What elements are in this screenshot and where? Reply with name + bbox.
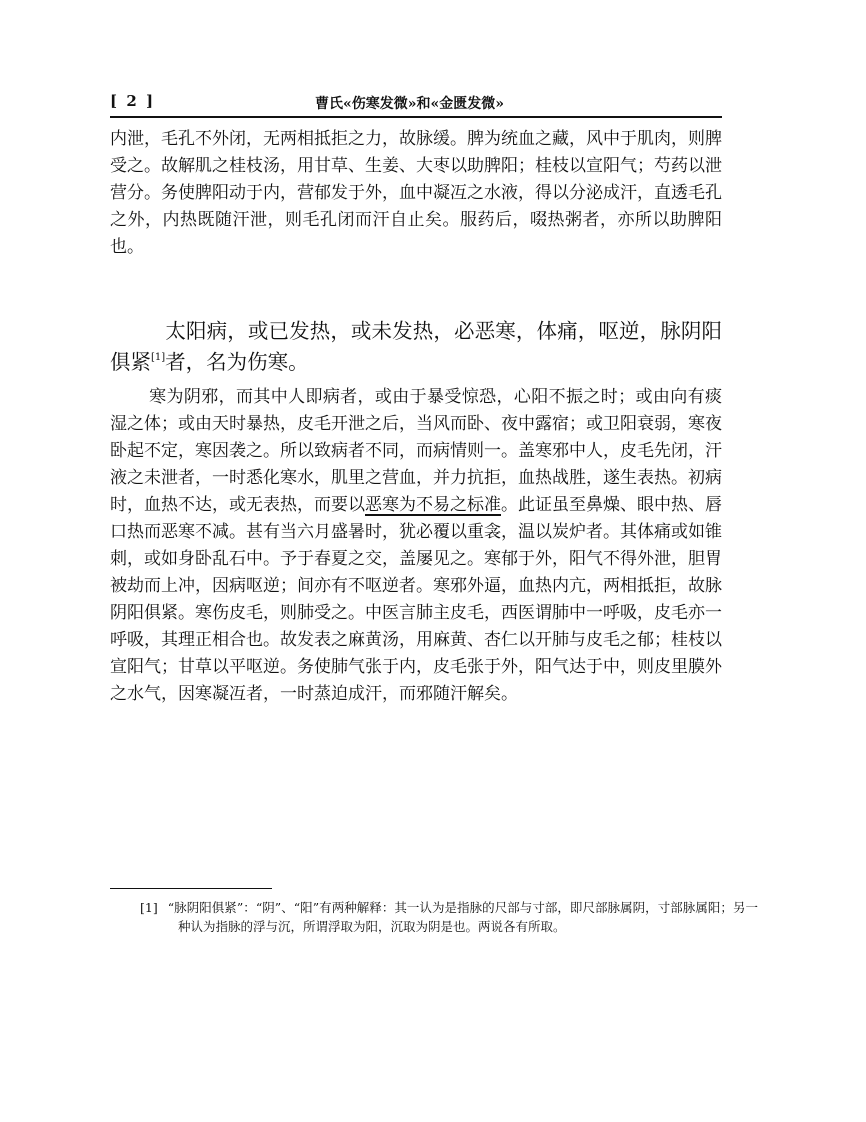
footnote-reference: [1] xyxy=(151,352,166,363)
page-header xyxy=(110,88,722,118)
paragraph-text-part-1: 寒为阴邪，而其中人即病者，或由于暴受惊恐，心阳不振之时；或由向有痰湿之体；或由天时暴热，皮毛开泄之后，当风而卧、夜中露宿；或卫阳衰弱，寒夜卧起不定，寒因袭之。所以致病者不同，而病情则一。盖寒邪中人，皮毛先闭，汗液之未泄者，一时悉化寒水，肌里之营血，并力抗拒，血热战胜，遂生表热。初病时，血热不达，或无表热，而要以 xyxy=(110,387,722,515)
footnote-text: “脉阴阳俱紧”：“阴”、“阳”有两种解释：其一认为是指脉的尺部与寸部，即尺部脉属阴，寸部脉属阳；另一种认为指脉的浮与沉，所谓浮取为阳，沉取为阴是也。两说各有所取。 xyxy=(167,900,758,934)
paragraph-text: 内泄，毛孔不外闭，无两相抵拒之力，故脉缓。脾为统血之藏，风中于肌肉，则脾受之。故解肌之桂枝汤，用甘草、生姜、大枣以助脾阳；桂枝以宣阳气；芍药以泄营分。务使脾阳动于内，营郁发于外，血中凝冱之水液，得以分泌成汗，直透毛孔之外，内热既随汗泄，则毛孔闭而汗自止矣。服药后，啜热粥者，亦所以助脾阳也。 xyxy=(110,129,722,257)
page-number: [ 2 ] xyxy=(110,92,156,110)
paragraph-text xyxy=(110,384,722,708)
clause-text-main: 太阳病，或已发热，或未发热，必恶寒，体痛，呕逆，脉阴阳俱紧 xyxy=(110,319,722,374)
running-title: 曹氏«伤寒发微»和«金匮发微» xyxy=(315,96,504,112)
underlined-text: 恶寒为不易之标准 xyxy=(365,495,501,515)
footnote-mark: [1] xyxy=(140,900,158,915)
clause-text-end: 者，名为伤寒。 xyxy=(165,350,309,374)
footnote xyxy=(140,898,758,936)
commentary-paragraph-1 xyxy=(110,126,722,261)
commentary-paragraph-2 xyxy=(110,384,722,708)
footnote-divider xyxy=(110,888,272,889)
clause-text xyxy=(110,316,722,378)
classic-clause xyxy=(110,316,722,378)
paragraph-text-part-2: 。此证虽至鼻燥、眼中热、唇口热而恶寒不减。甚有当六月盛暑时，犹必覆以重衾，温以炭炉者。其体痛或如锥刺，或如身卧乱石中。予于春夏之交，盖屡见之。寒郁于外，阳气不得外泄，胆胃被劫而上冲，因病呕逆；间亦有不呕逆者。寒邪外逼，血热内亢，两相抵拒，故脉阴阳俱紧。寒伤皮毛，则肺受之。中医言肺主皮毛，西医谓肺中一呼吸，皮毛亦一呼吸，其理正相合也。故发表之麻黄汤，用麻黄、杏仁以开肺与皮毛之郁；桂枝以宣阳气；甘草以平呕逆。务使肺气张于内，皮毛张于外，阳气达于中，则皮里膜外之水气，因寒凝冱者，一时蒸迫成汗，而邪随汗解矣。 xyxy=(110,495,722,704)
